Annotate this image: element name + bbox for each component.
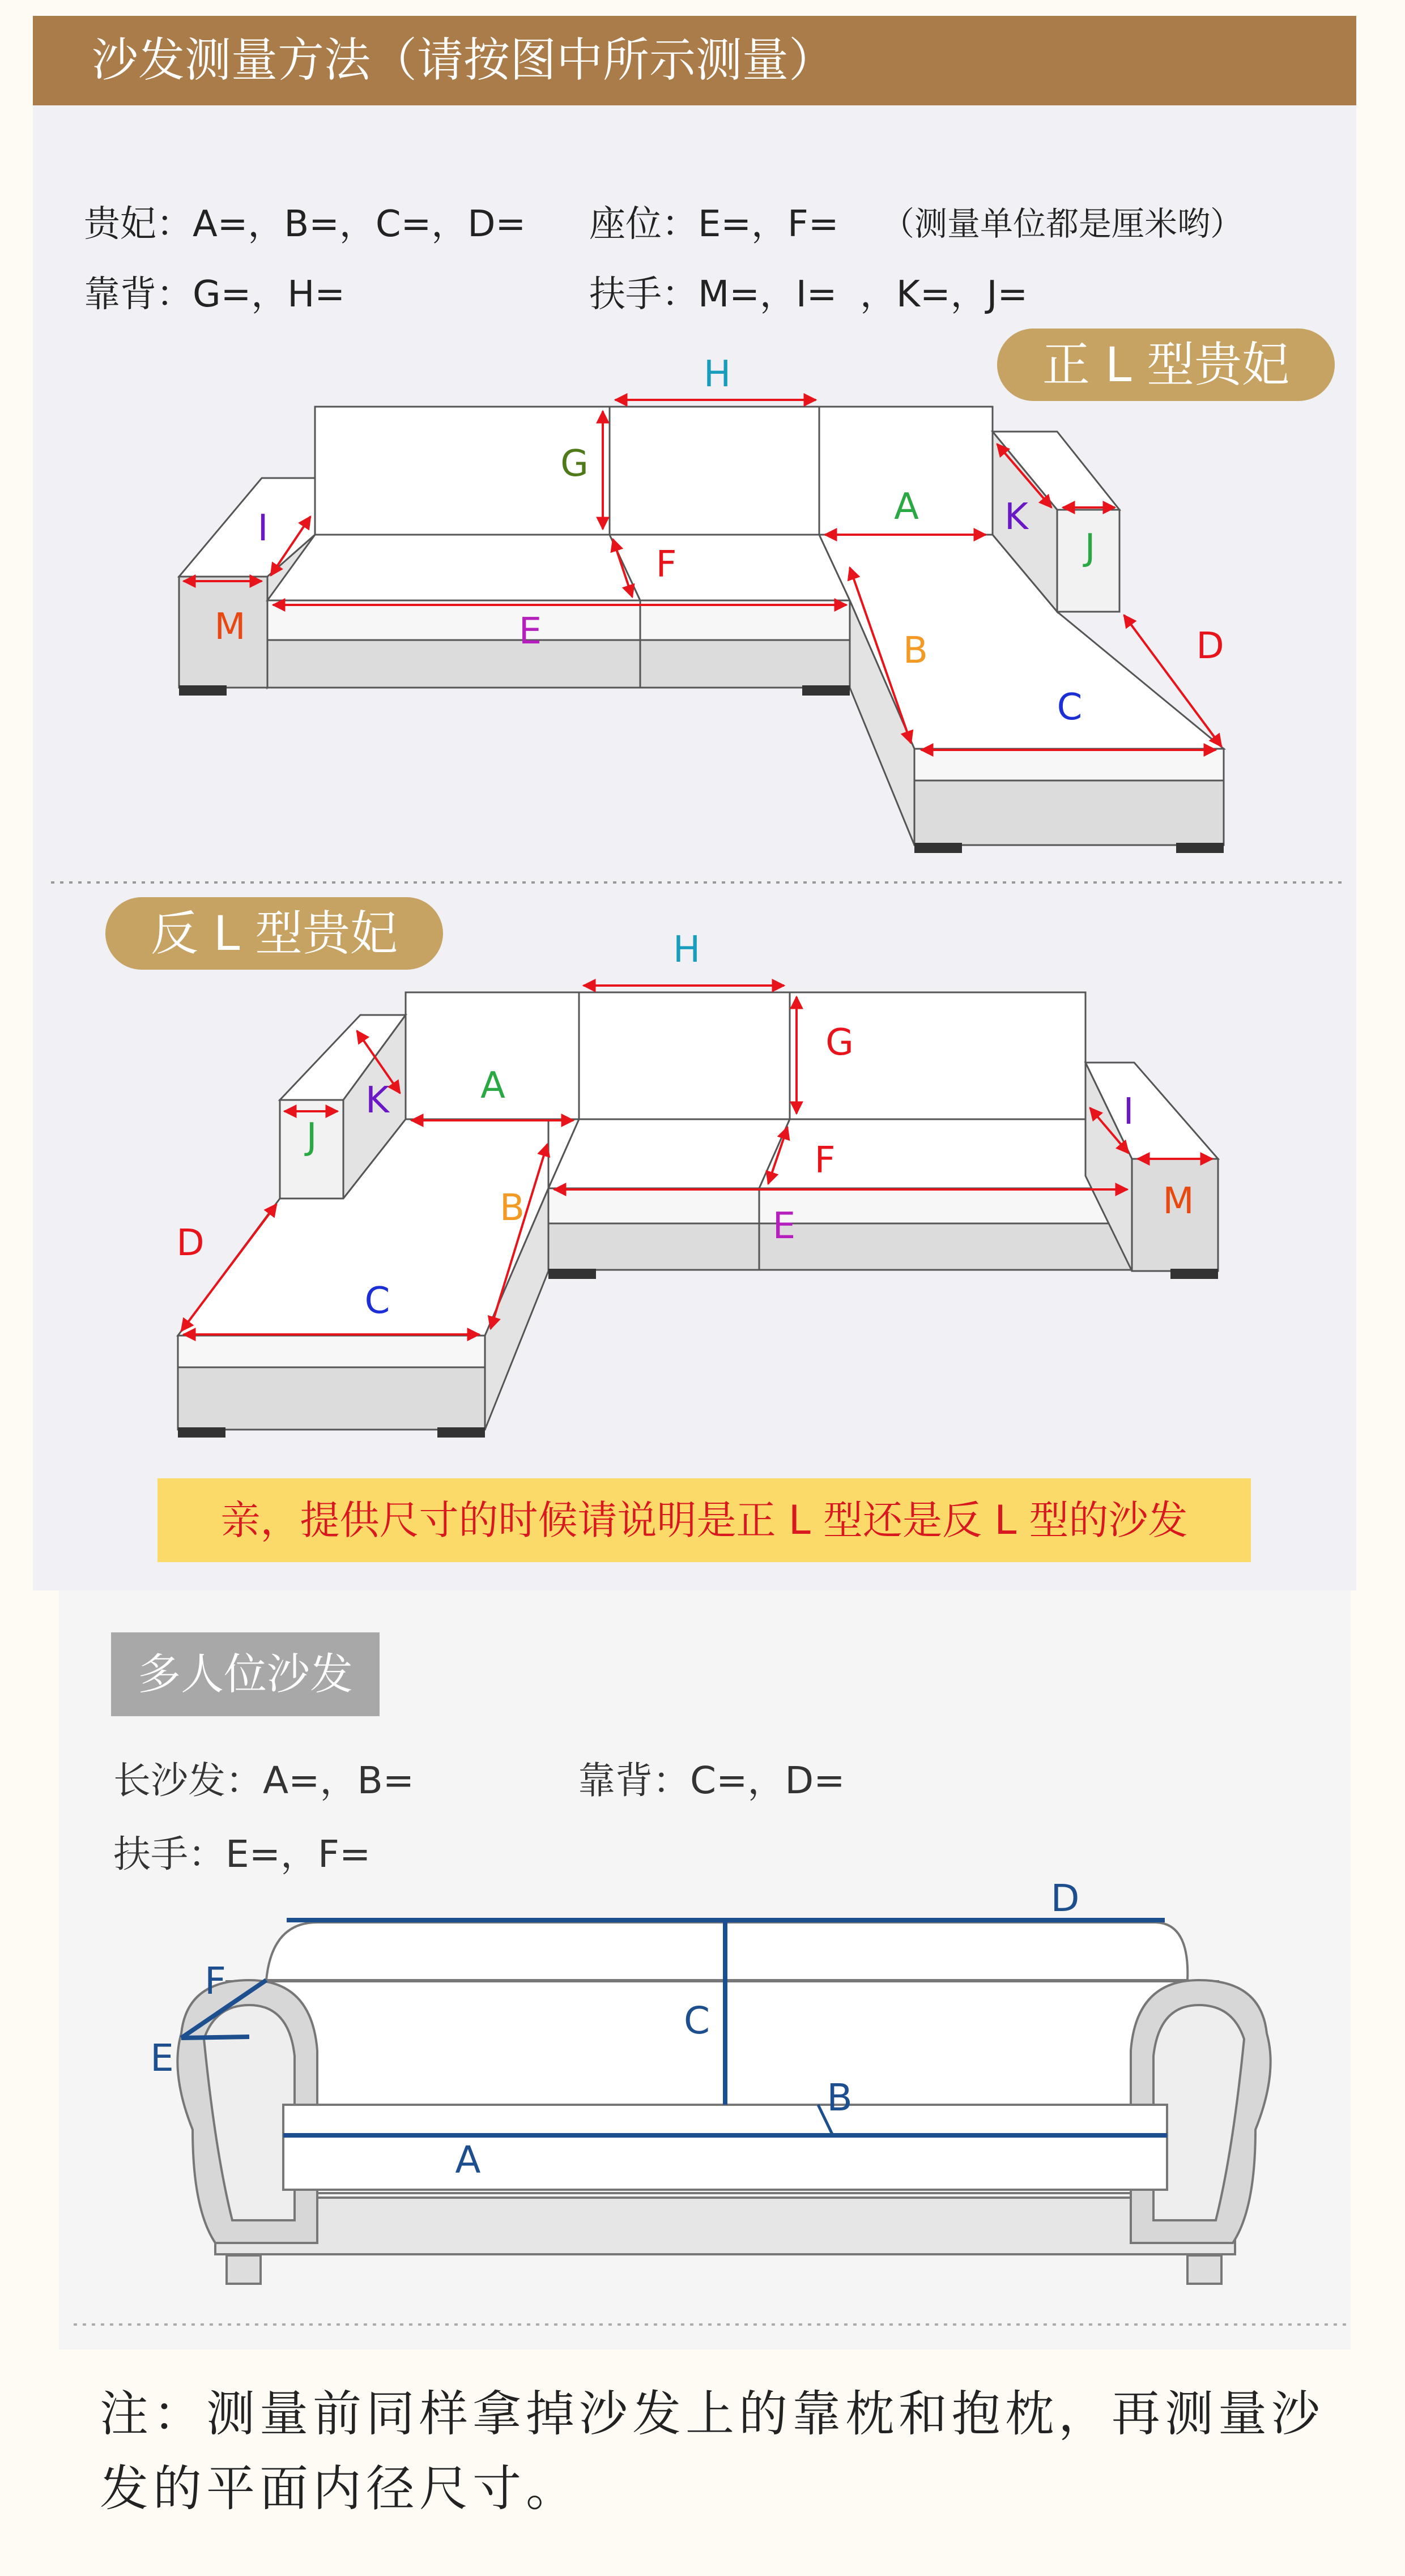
label-k: K (1004, 496, 1028, 538)
label-e: E (518, 611, 542, 652)
label-sofa-f: F (205, 1959, 226, 2003)
spec-backrest: 靠背：G=，H= (84, 274, 345, 315)
label-f: F (655, 544, 677, 586)
label-f-2: F (814, 1140, 836, 1182)
label-a: A (894, 486, 919, 528)
label-c-2: C (364, 1280, 390, 1322)
label-m: M (214, 606, 246, 648)
spec-armrest: 扶手：M=，I= ，K=，J= (589, 274, 1028, 315)
label-h-2: H (672, 929, 701, 971)
label-h: H (703, 353, 731, 395)
label-j: J (1084, 527, 1096, 569)
spec-guifei: 贵妃：A=，B=，C=，D= (84, 203, 526, 245)
label-sofa-d: D (1050, 1876, 1080, 1920)
label-g: G (560, 443, 589, 485)
label-d: D (1196, 625, 1224, 667)
spec-sofa-back: 靠背：C=，D= (578, 1759, 845, 1802)
label-i: I (257, 507, 269, 549)
badge-reverse-l: 反 L 型贵妃 (105, 897, 443, 970)
multi-seat-tag: 多人位沙发 (111, 1632, 380, 1716)
label-a-2: A (480, 1065, 505, 1107)
label-c: C (1057, 686, 1083, 728)
label-k-2: K (365, 1080, 389, 1121)
label-g-2: G (825, 1022, 854, 1064)
label-e-2: E (772, 1205, 796, 1247)
notice-banner: 亲，提供尺寸的时候请说明是正 L 型还是反 L 型的沙发 (157, 1478, 1251, 1562)
label-sofa-c: C (683, 1999, 710, 2042)
label-j-2: J (306, 1116, 317, 1158)
spec-seat: 座位：E=，F= (589, 203, 839, 245)
label-i-2: I (1123, 1091, 1134, 1133)
spec-unit-note: （测量单位都是厘米哟） (882, 204, 1244, 243)
spec-long-sofa: 长沙发：A=，B= (113, 1759, 415, 1802)
badge-right-l: 正 L 型贵妃 (997, 329, 1335, 401)
label-b-2: B (500, 1187, 525, 1229)
label-sofa-e: E (150, 2036, 174, 2080)
label-d-2: D (176, 1222, 205, 1264)
label-m-2: M (1163, 1180, 1194, 1222)
label-sofa-b: B (827, 2076, 853, 2119)
measure-note: 注：测量前同样拿掉沙发上的靠枕和抱枕，再测量沙发的平面内径尺寸。 (100, 2386, 1325, 2517)
spec-sofa-arm: 扶手：E=，F= (113, 1832, 371, 1876)
label-b: B (903, 630, 928, 672)
label-sofa-a: A (455, 2138, 481, 2182)
page-title: 沙发测量方法（请按图中所示测量） (92, 33, 836, 87)
